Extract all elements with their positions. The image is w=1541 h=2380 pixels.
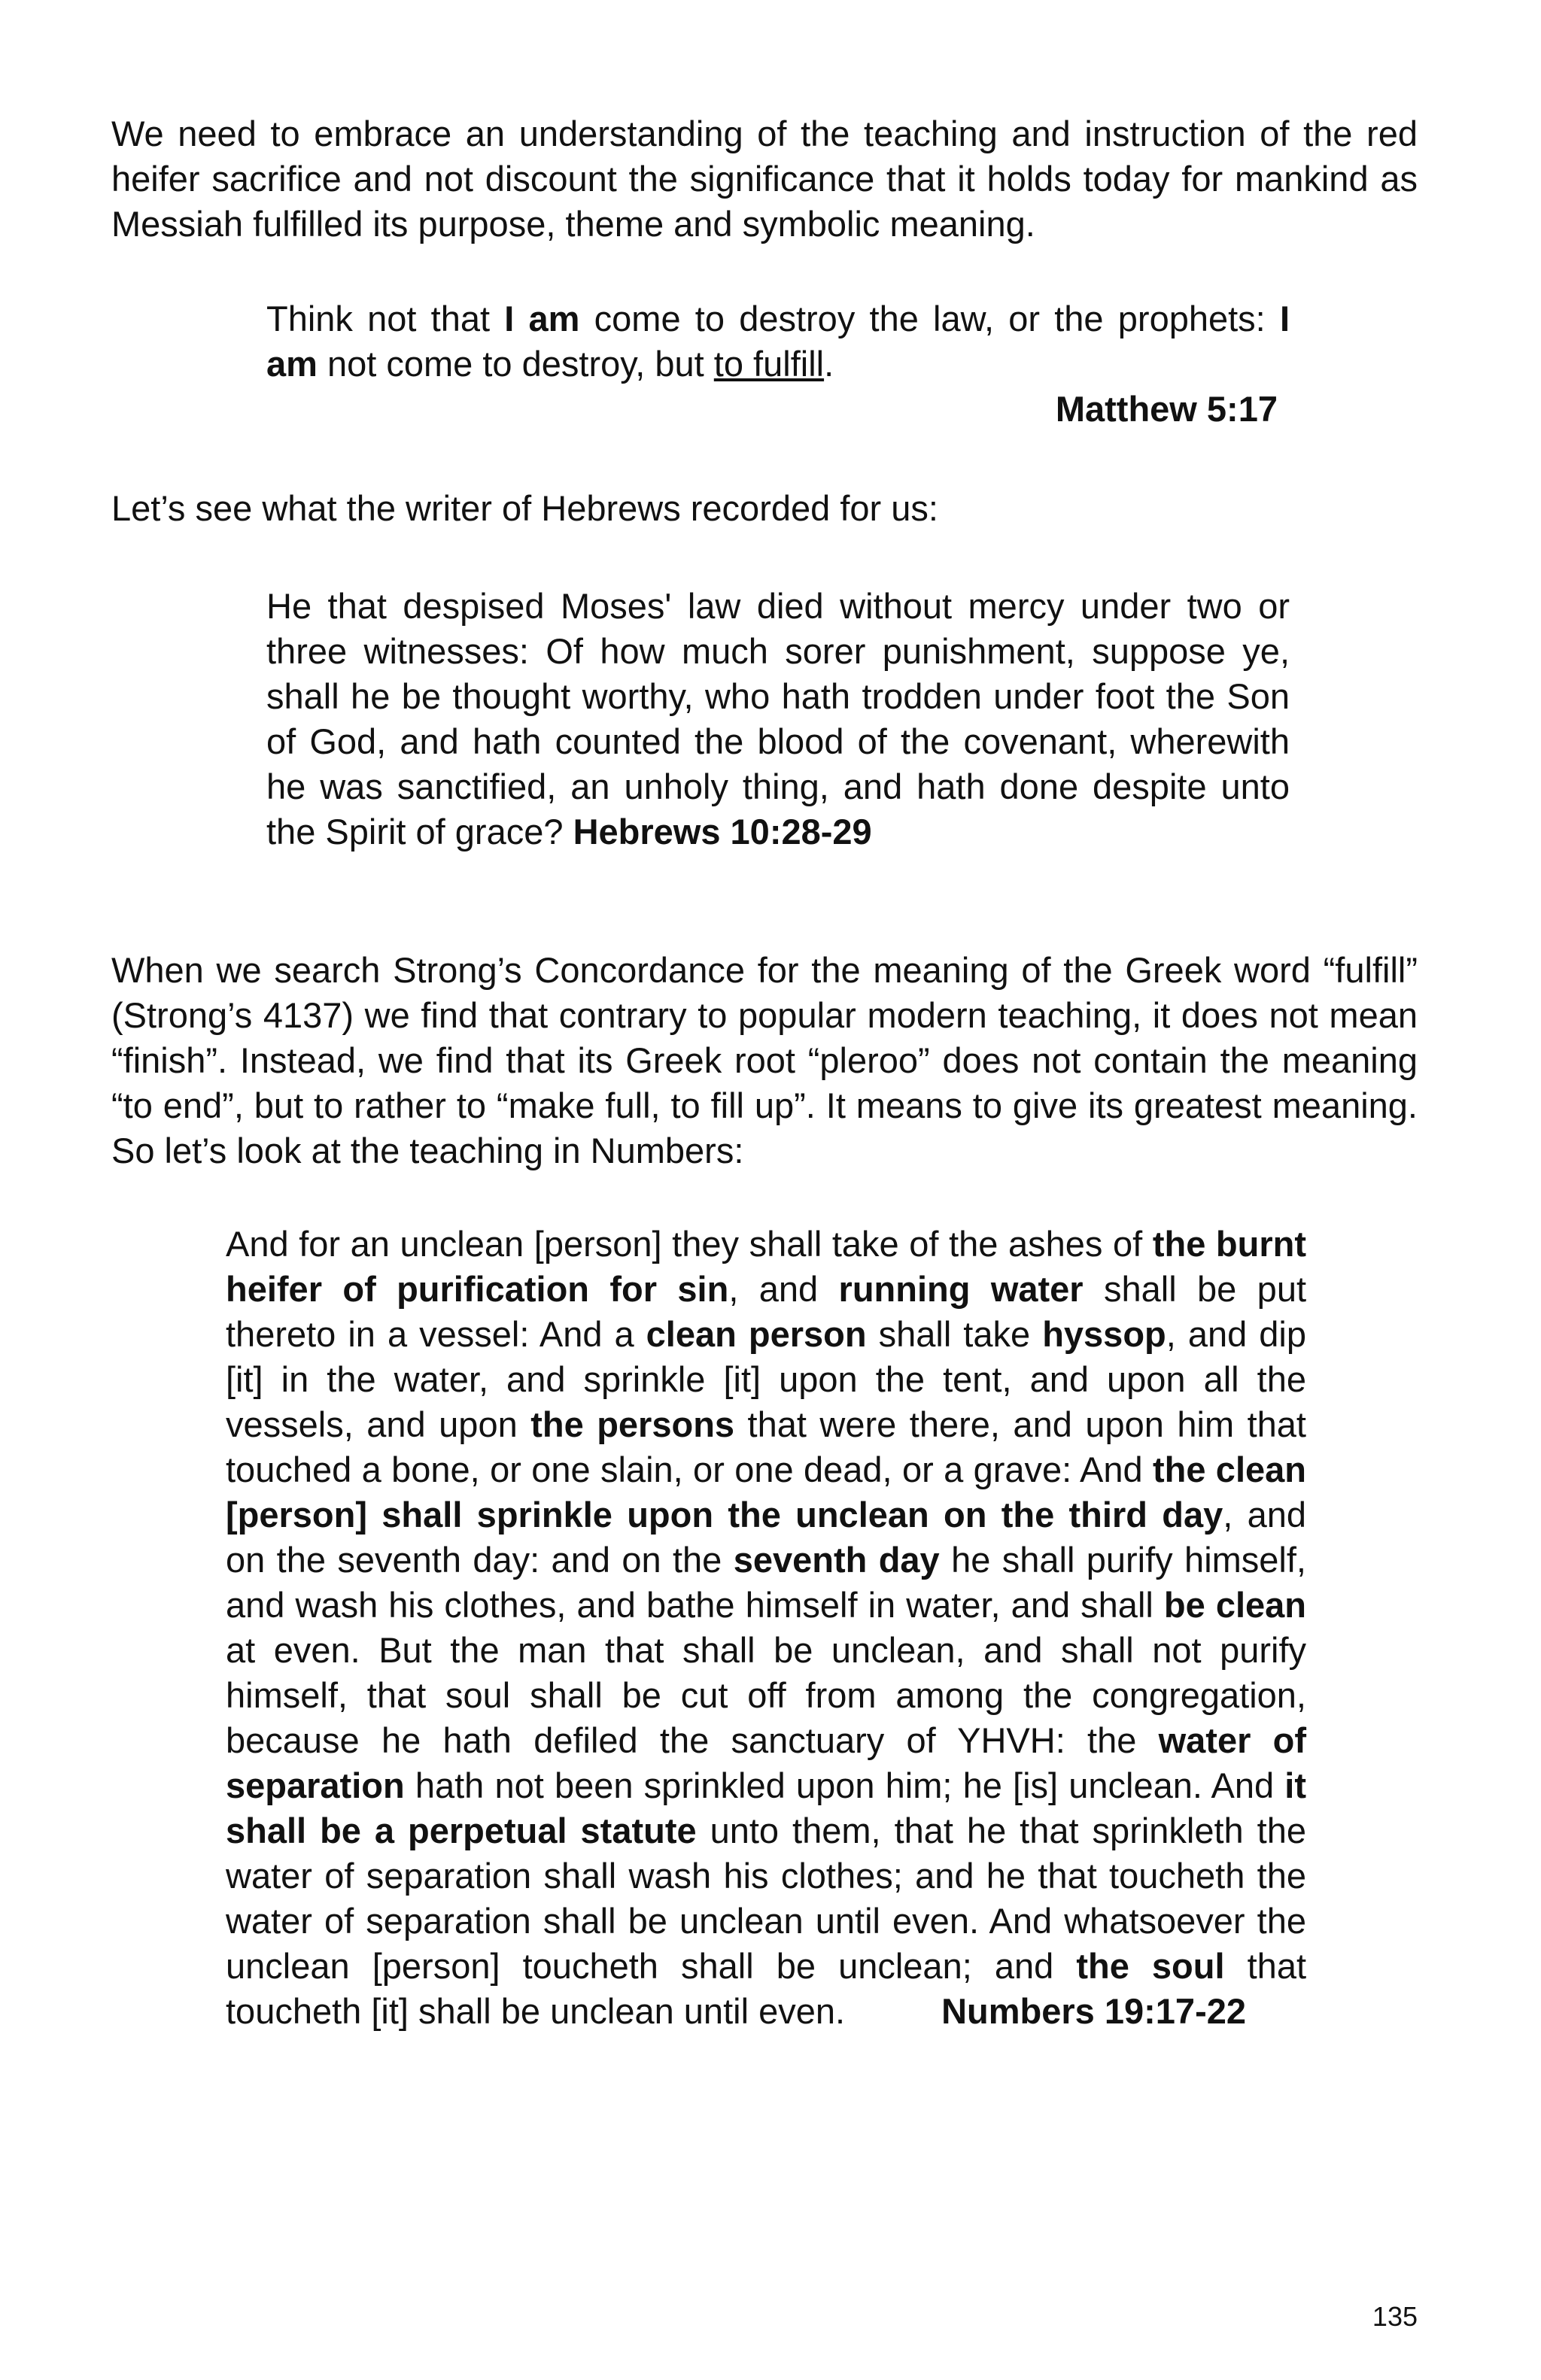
quote-bold: running water bbox=[838, 1269, 1084, 1309]
quote-bold: seventh day bbox=[733, 1540, 940, 1580]
quote-text: hath not been sprinkled upon him; he [is] unclean. And bbox=[404, 1765, 1285, 1805]
quote-text: , and dip [it] in the water, and sprinkle [it] upon the tent, and upon all the vessels, and upon bbox=[226, 1314, 1306, 1444]
quote-bold: the burnt heifer of purification for sin bbox=[226, 1224, 1306, 1309]
quote-text: not come to destroy, but bbox=[317, 344, 714, 384]
quote-text: unto them, that he that sprinkleth the water of separation shall wash his clothes; and he that toucheth the water of separation shall be unclean until even. And whatsoever the unclean [person] toucheth shall be unclean; and bbox=[226, 1811, 1307, 1986]
page-number: 135 bbox=[1372, 2301, 1418, 2332]
quote-bold: the persons bbox=[530, 1404, 735, 1444]
quote-numbers bbox=[226, 1222, 1306, 2034]
quote-matthew bbox=[266, 296, 1290, 387]
quote-bold: it shall be a perpetual statute bbox=[226, 1765, 1306, 1850]
quote-bold: I am bbox=[266, 299, 1290, 384]
paragraph-hebrews-intro: Let’s see what the writer of Hebrews recorded for us: bbox=[111, 488, 938, 528]
quote-underline: to fulfill bbox=[713, 344, 825, 384]
quote-text: . bbox=[824, 344, 834, 384]
quote-bold: clean person bbox=[646, 1314, 867, 1354]
quote-text: that toucheth [it] shall be unclean until even. bbox=[226, 1946, 1307, 2031]
quote-text: And for an unclean [person] they shall take of the ashes of bbox=[226, 1224, 1153, 1264]
paragraph-intro: We need to embrace an understanding of the teaching and instruction of the red heifer sacrifice and not discount the significance that it holds today for mankind as Messiah fulfilled its purpose, theme and symbolic meaning. bbox=[111, 114, 1418, 244]
quote-bold: the soul bbox=[1076, 1946, 1225, 1986]
quote-text: Think not that bbox=[266, 299, 505, 338]
citation-matthew: Matthew 5:17 bbox=[1055, 389, 1278, 429]
quote-bold: the clean [person] shall sprinkle upon the unclean on the third day bbox=[226, 1450, 1306, 1535]
paragraph-strongs: When we search Strong’s Concordance for the meaning of the Greek word “fulfill” (Strong’s 4137) we find that contrary to popular modern teaching, it does not mean “finish”. Instead, we find that its Greek root “pleroo” does not contain the meaning “to end”, but to rather to “make full, to fill up”. It means to give its greatest meaning. So let’s look at the teaching in Numbers: bbox=[111, 950, 1418, 1170]
quote-text: he shall purify himself, and wash his clothes, and bathe himself in water, and shall bbox=[226, 1540, 1306, 1625]
quote-text: shall be put thereto in a vessel: And a bbox=[226, 1269, 1307, 1354]
quote-text: come to destroy the law, or the prophets: bbox=[579, 299, 1280, 338]
quote-text: shall take bbox=[866, 1314, 1043, 1354]
quote-text: that were there, and upon him that touched a bone, or one slain, or one dead, or a grave: And bbox=[226, 1404, 1306, 1489]
citation-hebrews: Hebrews 10:28-29 bbox=[573, 812, 872, 852]
quote-text: at even. But the man that shall be unclean, and shall not purify himself, that soul shall be cut off from among the congregation, because he hath defiled the sanctuary of YHVH: the bbox=[226, 1630, 1306, 1760]
citation-numbers: Numbers 19:17-22 bbox=[941, 1991, 1246, 2031]
quote-text: , and on the seventh day: and on the bbox=[226, 1495, 1306, 1580]
quote-bold: be clean bbox=[1163, 1585, 1307, 1625]
quote-bold: water of separation bbox=[226, 1720, 1306, 1805]
quote-hebrews bbox=[266, 584, 1290, 855]
quote-bold: hyssop bbox=[1042, 1314, 1166, 1354]
quote-bold: I am bbox=[504, 299, 580, 338]
quote-text: , and bbox=[728, 1269, 839, 1309]
quote-text: He that despised Moses' law died without mercy under two or three witnesses: Of how much sorer punishment, suppose ye, shall he be thought worthy, who hath trodden under foot the Son of God, and hath counted the blood of the covenant, wherewith he was sanctified, an unholy thing, and hath done despite unto the Spirit of grace? bbox=[266, 586, 1290, 852]
